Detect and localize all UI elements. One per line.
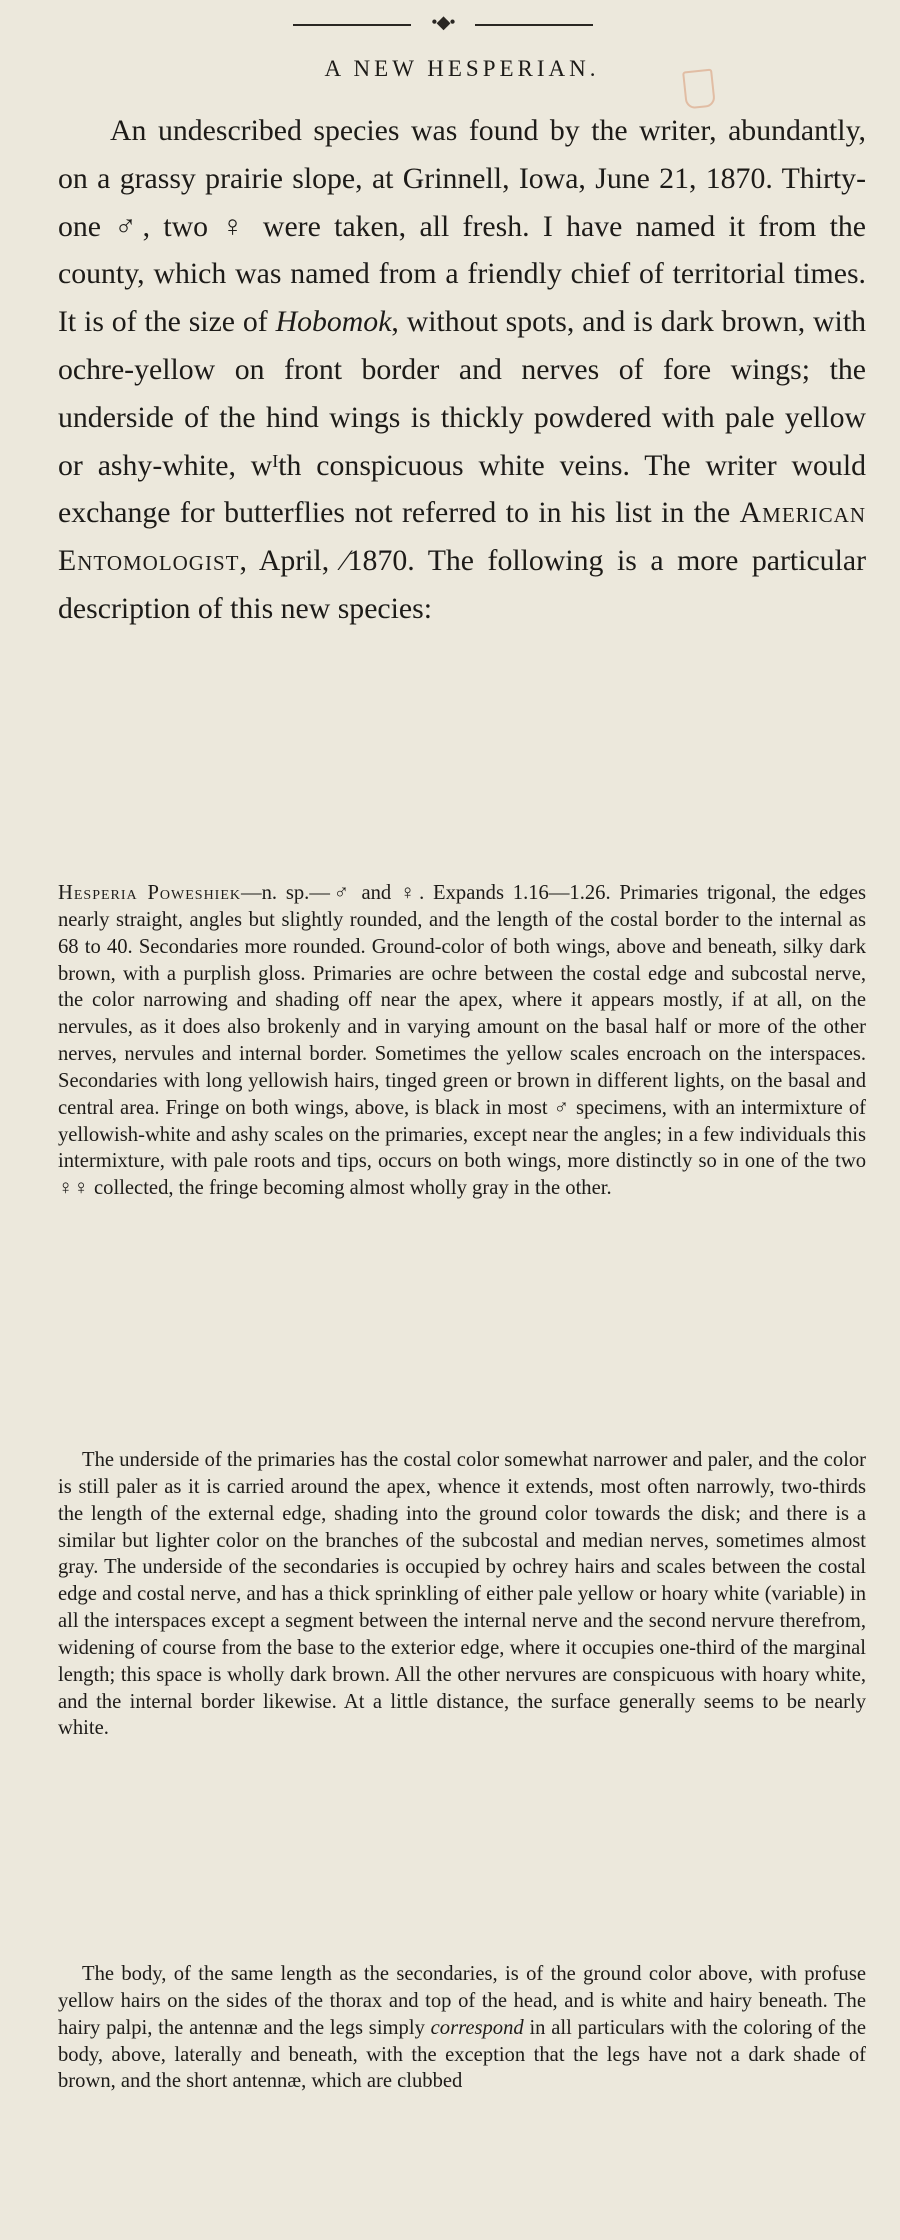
library-stamp-mark <box>682 69 716 110</box>
description-para1-text: —n. sp.—♂ and ♀. Expands 1.16—1.26. Primaries trigonal, the edges nearly straight, angles but slightly rounded, and the length of the costal border to the internal as 68 to 40. Secondaries more rounded. Ground-color of both wings, above and beneath, silky dark brown, with a purplish gloss. Primaries are ochre between the costal edge and subcostal nerve, the color narrowing and shading off near the apex, where it appears mostly, if at all, on the nervules, as it does also brokenly and in varying amount on the basal half or more of the other nerves, nervules and internal border. Sometimes the yellow scales encroach on the interspaces. Secondaries with long yellowish hairs, tinged green or brown in different lights, on the basal and central area. Fringe on both wings, above, is black in most ♂ specimens, with an intermixture of yellowish-white and ashy scales on the primaries, except near the angles; in a few individuals this intermixture, with pale roots and tips, occurs on both wings, more distinctly so in one of the two ♀♀ collected, the fringe becoming almost wholly gray in the other. <box>58 882 866 1200</box>
intro-journal-name: American Entomologist <box>58 496 866 578</box>
description-para3-text-b: in all particulars with the coloring of the body, above, laterally and beneath, with the exception that the legs have not a dark shade of brown, and the short antennæ, which are clubbed <box>58 2016 866 2093</box>
species-name: Hesperia Poweshiek <box>58 882 242 904</box>
description-paragraph-3 <box>58 1961 866 2095</box>
intro-text-b: , without spots, and is dark brown, with ochre-yellow on front border and nerves of fore wings; the underside of the hind wings is thickly powdered with pale yellow or ashy-white, wᴵth conspicuous white veins. The writer would exchange for butterflies not referred to in his list in the <box>58 305 867 530</box>
article-title: A NEW HESPERIAN. <box>324 56 600 81</box>
intro-paragraph <box>58 107 866 633</box>
description-para3-text-a: The body, of the same length as the secondaries, is of the ground color above, with profuse yellow hairs on the sides of the thorax and top of the head, and is white and hairy beneath. The hairy palpi, the antennæ and the legs simply <box>58 1963 866 2039</box>
intro-italic-species: Hobomok <box>275 305 392 339</box>
ornament-rule-right <box>475 24 593 26</box>
title-ornament <box>293 12 593 32</box>
intro-text-c: , April, ⁄1870. The following is a more particular description of this new species: <box>58 544 866 625</box>
description-para3-italic: correspond <box>430 2016 524 2039</box>
article-page <box>58 0 866 2240</box>
ornament-diamond-icon: •◆• <box>431 12 455 32</box>
description-paragraph-1 <box>58 880 866 1202</box>
intro-text-a: An undescribed species was found by the writer, abundantly, on a grassy prairie slope, at Grinnell, Iowa, June 21, 1870. Thirty-one ♂, two ♀ were taken, all fresh. I have named it from the county, which was named from a friendly chief of territorial times. It is of the size of <box>58 114 866 339</box>
description-paragraph-2: The underside of the primaries has the costal color somewhat narrower and paler, and the color is still paler as it is carried around the apex, whence it extends, most often narrowly, two-thirds the length of the external edge, shading into the ground color towards the disk; and there is a similar but lighter color on the branches of the subcostal and median nerves, sometimes almost gray. The underside of the secondaries is occupied by ochrey hairs and scales between the costal edge and costal nerve, and has a thick sprinkling of either pale yellow or hoary white (variable) in all the interspaces except a segment between the internal nerve and the second nervure therefrom, widening of course from the base to the exterior edge, where it occupies one-third of the marginal length; this space is wholly dark brown. All the other nervures are conspicuous with hoary white, and the internal border likewise. At a little distance, the surface generally seems to be nearly white. <box>58 1449 866 1740</box>
ornament-rule-left <box>293 24 411 26</box>
